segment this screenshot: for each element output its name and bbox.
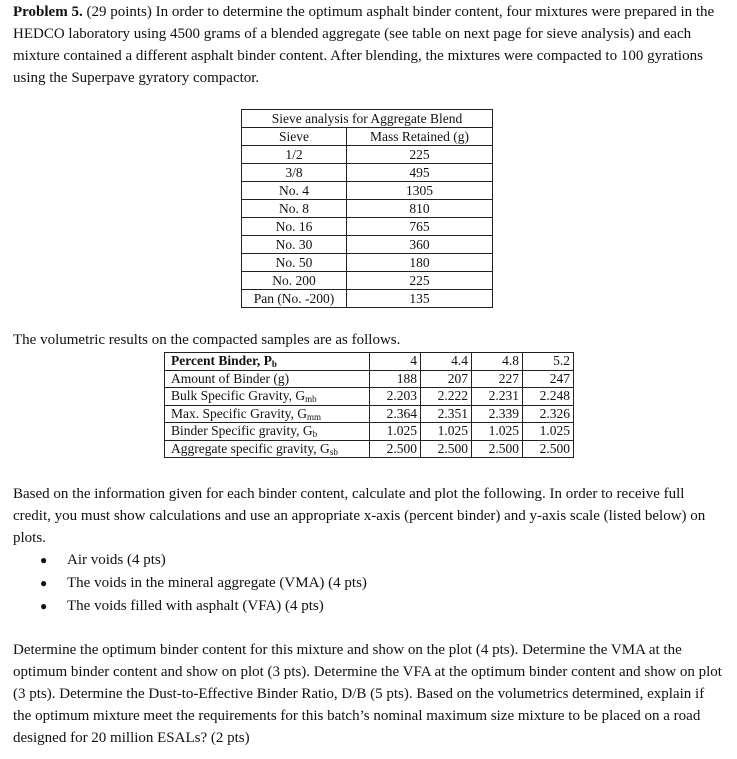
property-value: 2.500 bbox=[472, 440, 523, 458]
volumetric-table bbox=[164, 352, 574, 458]
list-item bbox=[13, 572, 613, 595]
property-value: 2.248 bbox=[523, 388, 574, 406]
property-subscript: mb bbox=[305, 394, 317, 404]
sieve-row bbox=[242, 182, 493, 200]
property-value: 2.231 bbox=[472, 388, 523, 406]
list-item bbox=[13, 549, 613, 572]
sieve-row bbox=[242, 254, 493, 272]
sieve-size: Pan (No. -200) bbox=[242, 290, 347, 308]
volumetric-row bbox=[165, 370, 574, 388]
property-label bbox=[165, 370, 370, 388]
property-value: 2.500 bbox=[421, 440, 472, 458]
property-value: 1.025 bbox=[472, 423, 523, 441]
property-label-text: Percent Binder, P bbox=[171, 353, 272, 368]
property-label-text: Binder Specific gravity, G bbox=[171, 423, 313, 438]
volumetric-intro: The volumetric results on the compacted samples are as follows. bbox=[13, 332, 401, 348]
problem-statement bbox=[13, 1, 725, 89]
mass-retained: 225 bbox=[347, 146, 493, 164]
sieve-row bbox=[242, 236, 493, 254]
sieve-size: No. 8 bbox=[242, 200, 347, 218]
mass-retained: 1305 bbox=[347, 182, 493, 200]
property-value: 2.500 bbox=[523, 440, 574, 458]
property-value: 2.339 bbox=[472, 405, 523, 423]
property-subscript: b bbox=[271, 359, 277, 369]
property-label-text: Max. Specific Gravity, G bbox=[171, 405, 307, 421]
property-value: 1.025 bbox=[370, 423, 421, 441]
sieve-row bbox=[242, 272, 493, 290]
list-item bbox=[13, 595, 613, 618]
mass-retained: 360 bbox=[347, 236, 493, 254]
property-value: 188 bbox=[370, 370, 421, 388]
mass-retained: 180 bbox=[347, 254, 493, 272]
property-value: 247 bbox=[523, 370, 574, 388]
property-label bbox=[165, 423, 370, 441]
property-value: 2.222 bbox=[421, 388, 472, 406]
property-value: 1.025 bbox=[421, 423, 472, 441]
problem-text: (29 points) In order to determine the optimum asphalt binder content, four mixtures were prepared in the HEDCO laboratory using 4500 grams of a blended aggregate (see table on next page for sieve analysis) and each mixture contained a different asphalt binder content. After blending, the mixtures were compacted to 100 gyrations using the Superpave gyratory compactor. bbox=[13, 4, 715, 86]
property-subscript: b bbox=[312, 429, 318, 439]
property-value: 227 bbox=[472, 370, 523, 388]
sieve-row bbox=[242, 200, 493, 218]
property-value: 4.4 bbox=[421, 353, 472, 371]
mass-retained: 495 bbox=[347, 164, 493, 182]
calc-instructions: Based on the information given for each binder content, calculate and plot the following. In order to receive full credit, you must show calculations and use an appropriate x-axis (percent binder) and y-axis scale (listed below) on plots. bbox=[13, 486, 706, 546]
sieve-row bbox=[242, 218, 493, 236]
mass-retained: 135 bbox=[347, 290, 493, 308]
final-instructions: Determine the optimum binder content for this mixture and show on the plot (4 pts). Determine the VMA at the optimum binder content and show on plot (3 pts). Determine the VFA at the optimum binder content and show on plot (3 pts). Determine the Dust-to-Effective Binder Ratio, D/B (5 pts). Based on the volumetrics determined, explain if the optimum mixture meet the requirements for this batch’s nominal maximum size mixture to be placed on a road designed for 20 million ESALs? (2 pts) bbox=[13, 642, 722, 746]
property-value: 2.351 bbox=[421, 405, 472, 423]
property-label-text: Aggregate specific gravity, G bbox=[171, 440, 330, 456]
property-value: 4 bbox=[370, 353, 421, 371]
property-label-text: Bulk Specific Gravity, G bbox=[171, 388, 306, 403]
property-value: 5.2 bbox=[523, 353, 574, 371]
property-label bbox=[165, 353, 370, 371]
list-item-text: The voids filled with asphalt (VFA) (4 pts) bbox=[67, 598, 324, 614]
sieve-table-body bbox=[242, 146, 493, 308]
mass-retained: 810 bbox=[347, 200, 493, 218]
sieve-size: No. 4 bbox=[242, 182, 347, 200]
list-item-text: Air voids (4 pts) bbox=[67, 552, 166, 568]
property-subscript: mm bbox=[306, 411, 321, 422]
volumetric-row bbox=[165, 353, 574, 371]
sieve-size: No. 30 bbox=[242, 236, 347, 254]
property-value: 2.364 bbox=[370, 405, 421, 423]
sieve-size: No. 200 bbox=[242, 272, 347, 290]
sieve-size: No. 50 bbox=[242, 254, 347, 272]
mass-retained: 765 bbox=[347, 218, 493, 236]
bullet-icon: ● bbox=[40, 599, 48, 613]
list-item-text: The voids in the mineral aggregate (VMA) (4 pts) bbox=[67, 575, 367, 591]
sieve-row bbox=[242, 164, 493, 182]
sieve-col-header: Sieve bbox=[242, 128, 347, 146]
sieve-analysis-table bbox=[241, 109, 493, 308]
property-value: 4.8 bbox=[472, 353, 523, 371]
sieve-size: 1/2 bbox=[242, 146, 347, 164]
sieve-size: No. 16 bbox=[242, 218, 347, 236]
sieve-row bbox=[242, 290, 493, 308]
volumetric-row bbox=[165, 405, 574, 423]
property-subscript: sb bbox=[329, 446, 338, 457]
bullet-list bbox=[13, 549, 613, 618]
sieve-row bbox=[242, 146, 493, 164]
mass-col-header: Mass Retained (g) bbox=[347, 128, 493, 146]
property-value: 2.500 bbox=[370, 440, 421, 458]
sieve-size: 3/8 bbox=[242, 164, 347, 182]
property-label-text: Amount of Binder (g) bbox=[171, 370, 290, 386]
volumetric-row bbox=[165, 423, 574, 441]
property-value: 2.326 bbox=[523, 405, 574, 423]
sieve-table-caption: Sieve analysis for Aggregate Blend bbox=[242, 110, 493, 128]
bullet-icon: ● bbox=[40, 553, 48, 567]
property-label bbox=[165, 405, 370, 423]
property-label bbox=[165, 388, 370, 406]
mass-retained: 225 bbox=[347, 272, 493, 290]
volumetric-row bbox=[165, 440, 574, 458]
property-value: 2.203 bbox=[370, 388, 421, 406]
property-label bbox=[165, 440, 370, 458]
property-value: 207 bbox=[421, 370, 472, 388]
volumetric-table-body bbox=[165, 353, 574, 458]
property-value: 1.025 bbox=[523, 423, 574, 441]
volumetric-row bbox=[165, 388, 574, 406]
problem-title: Problem 5. bbox=[13, 4, 83, 20]
bullet-icon: ● bbox=[40, 576, 48, 590]
